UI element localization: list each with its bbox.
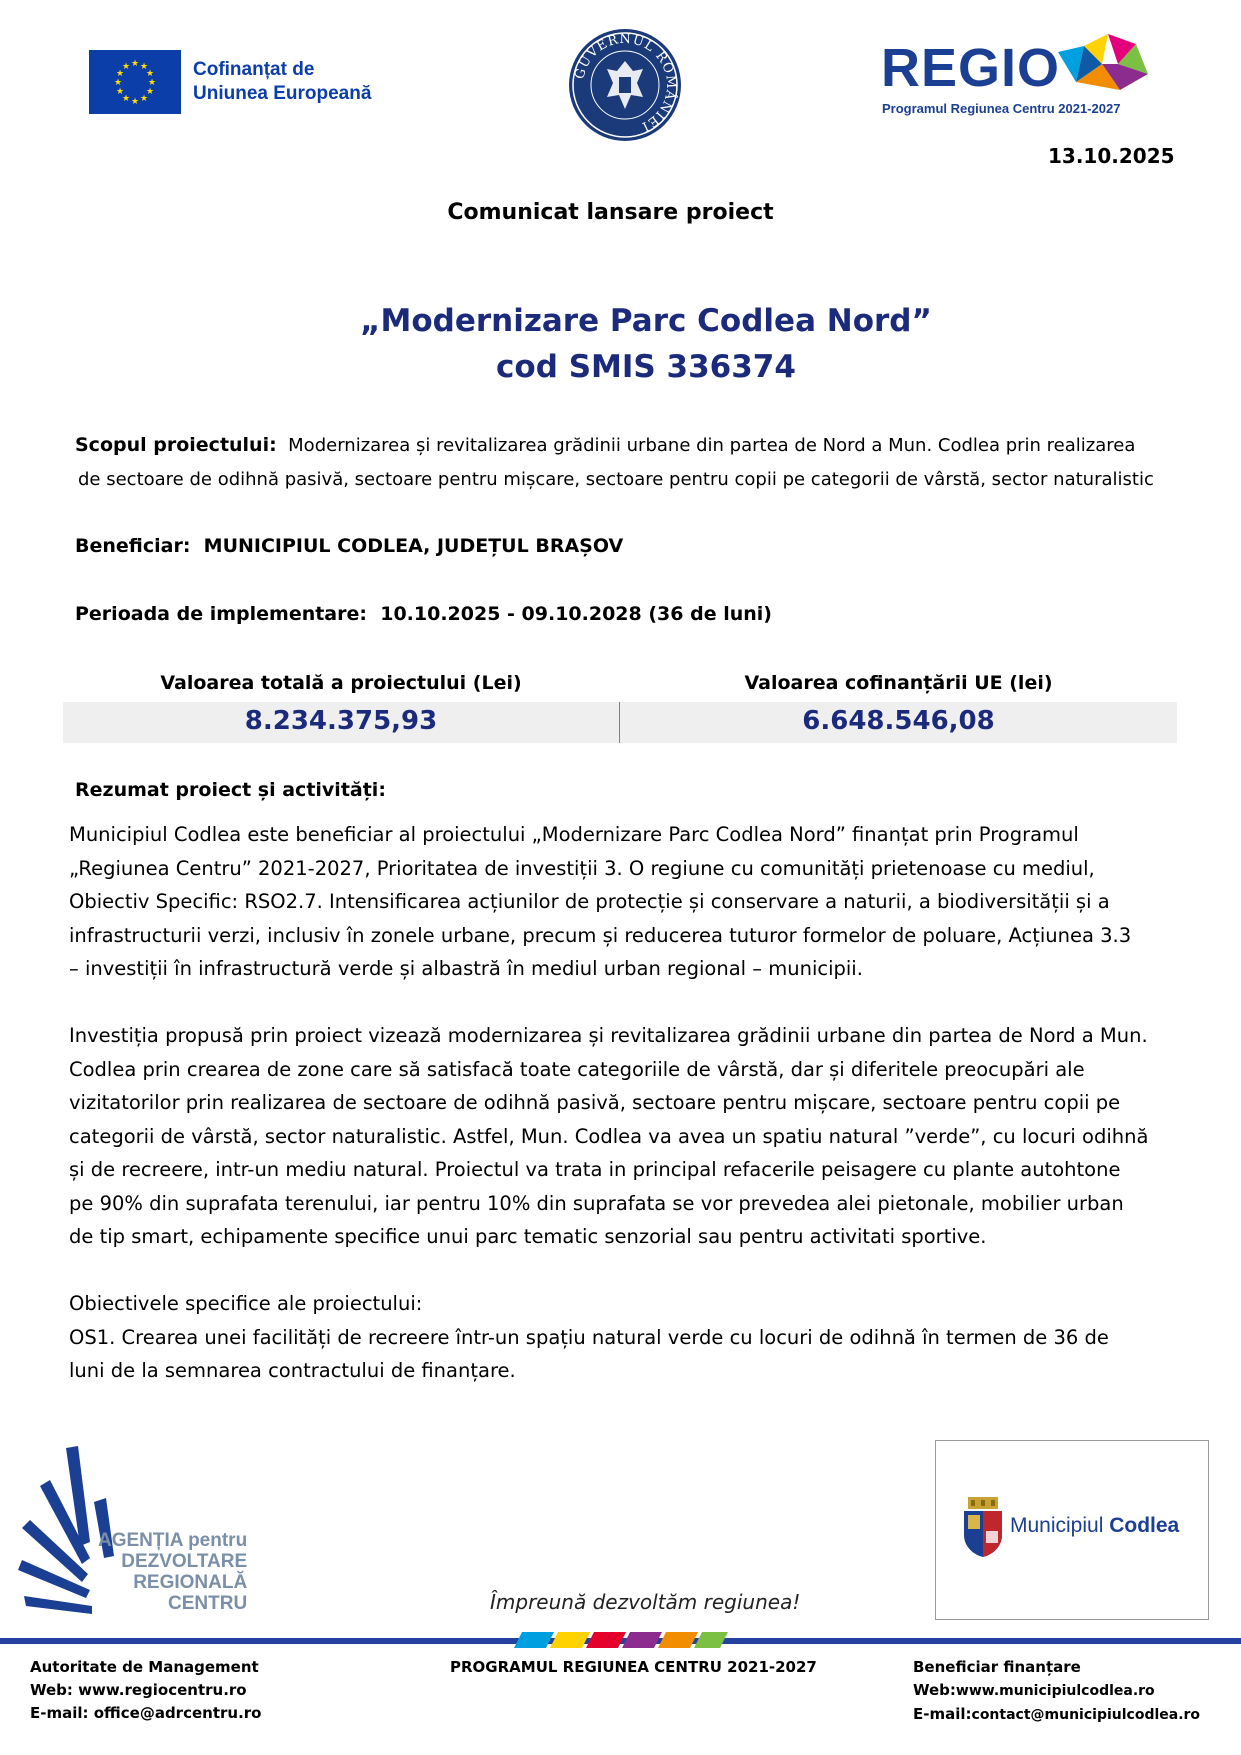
footer-right-email-label: E-mail: [913, 1705, 972, 1723]
paragraph-line: Municipiul Codlea este beneficiar al proiectului „Modernizare Parc Codlea Nord” finanțat prin Programul [69, 823, 1079, 846]
summary-paragraph-2 [69, 1019, 1189, 1254]
footer-right-email[interactable]: contact@municipiulcodlea.ro [971, 1707, 1201, 1723]
svg-text:★: ★ [121, 62, 131, 72]
adr-line2: DEZVOLTARE [121, 1551, 248, 1572]
footer-left-block [30, 1656, 261, 1725]
period-label: Perioada de implementare: [75, 603, 367, 625]
objectives-paragraph [69, 1287, 1189, 1388]
paragraph-line: Codlea prin crearea de zone care să satisfacă toate categoriile de vârstă, dar și diferitele preocupări ale [69, 1057, 1085, 1081]
svg-text:★: ★ [113, 78, 123, 88]
scope-text-line1: Modernizarea și revitalizarea grădinii urbane din partea de Nord a Mun. Codlea prin realizarea [288, 435, 1136, 456]
adr-line4: CENTRU [168, 1593, 248, 1614]
footer-left-email[interactable]: E-mail: office@adrcentru.ro [30, 1704, 262, 1722]
svg-text:★: ★ [139, 62, 149, 72]
adr-line1: AGENȚIA pentru [98, 1530, 248, 1551]
project-scope [75, 428, 1165, 497]
footer-color-stripes [514, 1632, 728, 1648]
footer-right-title: Beneficiar finanțare [913, 1658, 1081, 1676]
paragraph-line: și de recreere, intr-un mediu natural. Proiectul va trata in principal refacerile peisagere cu plante autohtone [69, 1158, 1121, 1181]
paragraph-line: luni de la semnarea contractului de finanțare. [69, 1359, 516, 1382]
total-value: 8.234.375,93 [244, 706, 438, 736]
project-title [0, 298, 1241, 390]
svg-text:★: ★ [145, 69, 155, 79]
government-seal-logo [567, 27, 683, 143]
project-title-name: „Modernizare Parc Codlea Nord” [360, 303, 932, 339]
svg-text:★: ★ [115, 87, 125, 97]
svg-text:★: ★ [115, 69, 125, 79]
beneficiary-value: MUNICIPIUL CODLEA, JUDEȚUL BRAȘOV [203, 535, 624, 557]
footer-left-web[interactable]: Web: www.regiocentru.ro [30, 1681, 247, 1699]
eu-cofinance-text [193, 58, 371, 106]
eu-text-line2: Uniunea Europeană [193, 83, 372, 104]
eu-stars-icon [89, 50, 181, 114]
beneficiary-row [75, 535, 623, 557]
adr-centru-name [98, 1530, 247, 1614]
footer-right-web[interactable]: www.municipiulcodlea.ro [955, 1683, 1155, 1699]
eu-text-line1: Cofinanțat de [193, 59, 315, 80]
svg-text:GUVERNUL ROMÂNIEI: GUVERNUL ROMÂNIEI [572, 31, 679, 135]
paragraph-line: Obiectiv Specific: RSO2.7. Intensificarea acțiunilor de protecție și conservare a naturii, a biodiversității și a [69, 890, 1110, 913]
paragraph-line: de tip smart, echipamente specifice unui parc tematic senzorial sau pentru activitati sportive. [69, 1225, 987, 1248]
paragraph-line: categorii de vârstă, sector naturalistic. Astfel, Mun. Codlea va avea un spatiu natural ”verde”, cu locuri odihnă [69, 1124, 1149, 1148]
regio-logo-text: REGIO [881, 38, 1061, 98]
svg-text:★: ★ [139, 94, 149, 104]
scope-label: Scopul proiectului: [75, 434, 277, 456]
svg-text:★: ★ [130, 97, 140, 107]
paragraph-line: infrastructurii verzi, inclusiv în zonele urbane, precum și reducerea tuturor formelor de poluare, Acțiunea 3.3 [69, 923, 1132, 947]
project-smis-code: cod SMIS 336374 [496, 349, 796, 385]
regio-subtitle: Programul Regiunea Centru 2021-2027 [882, 101, 1121, 116]
svg-text:★: ★ [147, 78, 157, 88]
eu-flag-logo [89, 50, 181, 114]
paragraph-line: Obiectivele specifice ale proiectului: [69, 1292, 423, 1315]
codlea-name-part2: Codlea [1109, 1514, 1180, 1537]
footer-left-title: Autoritate de Management [30, 1658, 259, 1676]
codlea-name-part1: Municipiul [1010, 1514, 1104, 1537]
paragraph-line: vizitatorilor prin realizarea de sectoare de odihnă pasivă, sectoare pentru mișcare, sectoare pentru copii pe [69, 1091, 1121, 1114]
svg-text:★: ★ [130, 59, 140, 69]
codlea-crest-icon [962, 1497, 1004, 1557]
scope-text-line2: de sectoare de odihnă pasivă, sectoare pentru mișcare, sectoare pentru copii pe categorii de vârstă, sector naturalistic [78, 469, 1154, 490]
adr-line3: REGIONALĂ [133, 1572, 248, 1593]
document-date: 13.10.2025 [1048, 144, 1175, 168]
footer-center-title: PROGRAMUL REGIUNEA CENTRU 2021-2027 [450, 1658, 817, 1676]
codlea-logo-text [1010, 1514, 1179, 1538]
paragraph-line: Investiția propusă prin proiect vizează modernizarea și revitalizarea grădinii urbane din partea de Nord a Mun. [69, 1024, 1148, 1047]
beneficiary-label: Beneficiar: [75, 535, 191, 557]
regio-color-logo [1058, 34, 1148, 92]
svg-text:★: ★ [121, 94, 131, 104]
paragraph-line: „Regiunea Centru” 2021-2027, Prioritatea de investiții 3. O regiune cu comunități prietenoase cu mediul, [69, 856, 1095, 880]
total-value-label: Valoarea totală a proiectului (Lei) [160, 672, 522, 694]
motto-text: Împreună dezvoltăm regiunea! [490, 1590, 801, 1614]
svg-text:★: ★ [145, 87, 155, 97]
eu-value: 6.648.546,08 [802, 706, 995, 736]
paragraph-line: OS1. Crearea unei facilități de recreere într-un spațiu natural verde cu locuri de odihnă în termen de 36 de [69, 1325, 1109, 1349]
implementation-period-row [75, 603, 772, 625]
summary-paragraph-1 [69, 818, 1189, 986]
footer-right-web-label: Web: [913, 1681, 956, 1699]
period-value: 10.10.2025 - 09.10.2028 (36 de luni) [380, 603, 772, 625]
paragraph-line: pe 90% din suprafata terenului, iar pentru 10% din suprafata se vor prevedea alei pietonale, mobilier urban [69, 1191, 1124, 1215]
footer-right-block [913, 1656, 1200, 1727]
paragraph-line: – investiții în infrastructură verde și albastră în mediul urban regional – municipii. [69, 957, 863, 980]
eu-value-label: Valoarea cofinanțării UE (lei) [744, 672, 1053, 694]
document-type: Comunicat lansare proiect [447, 200, 774, 225]
summary-heading: Rezumat proiect și activități: [75, 779, 386, 801]
